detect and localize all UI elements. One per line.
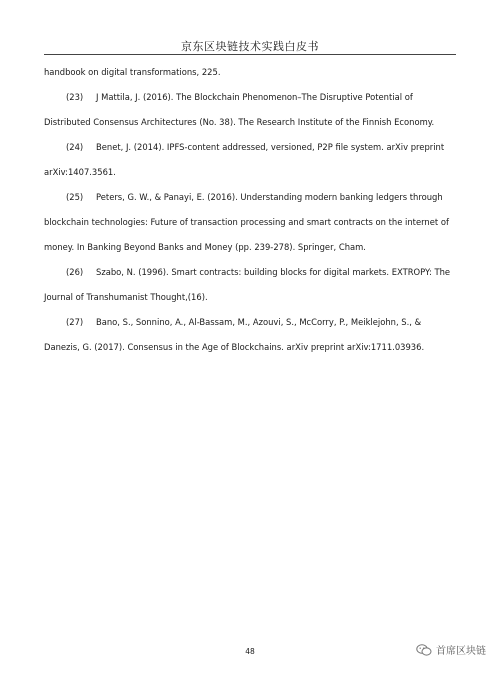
reference-line: Danezis, G. (2017). Consensus in the Age of Blockchains. arXiv preprint arXiv:1711.03936. <box>44 342 425 352</box>
reference-line: Benet, J. (2014). IPFS-content addressed, versioned, P2P file system. arXiv preprint <box>96 142 445 152</box>
header-rule <box>44 54 456 55</box>
page-number: 48 <box>245 647 255 656</box>
reference-line: Szabo, N. (1996). Smart contracts: building blocks for digital markets. EXTROPY: The <box>96 267 451 277</box>
reference-number: (26) <box>66 267 84 277</box>
reference-number: (27) <box>66 317 84 327</box>
reference-item <box>44 91 456 129</box>
reference-item <box>44 141 456 179</box>
reference-line: arXiv:1407.3561. <box>44 167 116 177</box>
reference-line: handbook on digital transformations, 225. <box>44 67 221 77</box>
page-header-title: 京东区块链技术实践白皮书 <box>181 40 319 53</box>
reference-number: (25) <box>66 192 84 202</box>
reference-line: Peters, G. W., & Panayi, E. (2016). Understanding modern banking ledgers through <box>96 192 443 202</box>
reference-item <box>44 191 456 254</box>
reference-item <box>44 266 456 304</box>
reference-line: J Mattila, J. (2016). The Blockchain Phenomenon–The Disruptive Potential of <box>96 92 413 102</box>
watermark-text: 首席区块链 <box>436 646 486 657</box>
reference-line: money. In Banking Beyond Banks and Money (pp. 239-278). Springer, Cham. <box>44 242 366 252</box>
reference-line: blockchain technologies: Future of transaction processing and smart contracts on the internet of <box>44 217 449 227</box>
reference-line: Distributed Consensus Architectures (No. 38). The Research Institute of the Finnish Economy. <box>44 117 435 127</box>
reference-item <box>44 316 456 354</box>
watermark <box>416 642 486 657</box>
reference-list <box>44 66 456 354</box>
wechat-icon <box>416 644 432 656</box>
reference-number: (24) <box>66 142 84 152</box>
reference-item <box>44 66 456 79</box>
reference-line: Journal of Transhumanist Thought,(16). <box>44 292 208 302</box>
reference-number: (23) <box>66 92 84 102</box>
reference-line: Bano, S., Sonnino, A., Al-Bassam, M., Azouvi, S., McCorry, P., Meiklejohn, S., & <box>96 317 422 327</box>
